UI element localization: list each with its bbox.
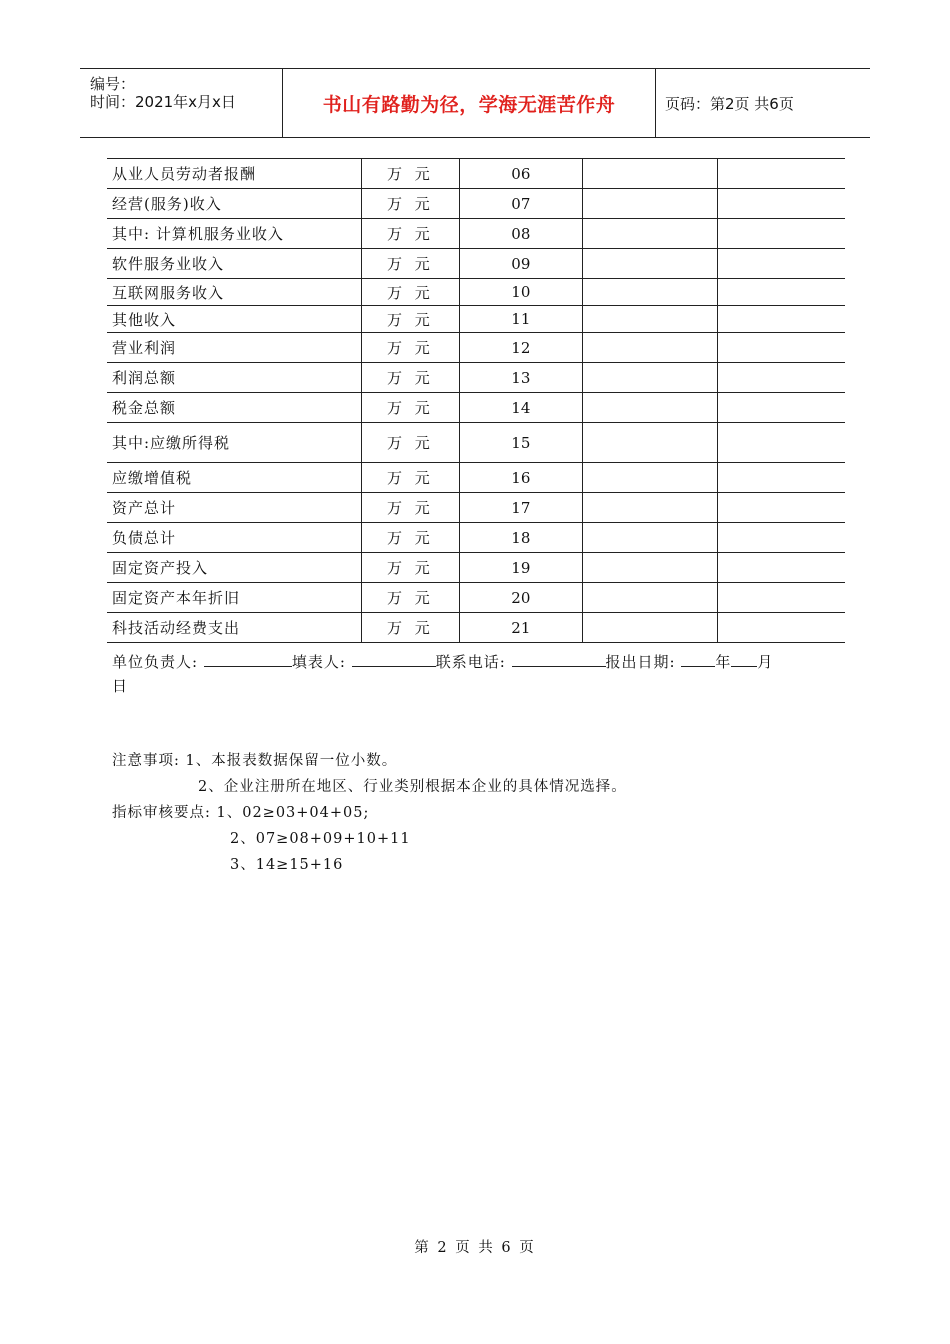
notes-section [112, 748, 627, 878]
table-row [107, 333, 845, 363]
row-code: 21 [460, 613, 582, 643]
page-footer: 第 2 页 共 6 页 [414, 1240, 536, 1256]
row-name: 营业利润 [107, 333, 361, 363]
value-cell[interactable] [582, 159, 717, 189]
table-row [107, 189, 845, 219]
row-code: 12 [460, 333, 582, 363]
row-unit: 万 元 [361, 613, 460, 643]
row-unit: 万 元 [361, 189, 460, 219]
table-row [107, 219, 845, 249]
row-unit: 万 元 [361, 523, 460, 553]
value-cell[interactable] [717, 423, 845, 463]
filler-field[interactable] [352, 652, 436, 667]
table-row [107, 249, 845, 279]
year-label: 年 [715, 653, 732, 671]
row-name: 其中:应缴所得税 [107, 423, 361, 463]
value-cell[interactable] [582, 189, 717, 219]
notes-title: 注意事项: 1、本报表数据保留一位小数。 [112, 753, 398, 769]
table-row [107, 363, 845, 393]
row-name: 应缴增值税 [107, 463, 361, 493]
row-name: 从业人员劳动者报酬 [107, 159, 361, 189]
row-unit: 万 元 [361, 219, 460, 249]
value-cell[interactable] [582, 306, 717, 333]
row-unit: 万 元 [361, 363, 460, 393]
motto: 书山有路勤为径，学海无涯苦作舟 [283, 69, 656, 137]
row-unit: 万 元 [361, 553, 460, 583]
row-unit: 万 元 [361, 463, 460, 493]
row-name: 资产总计 [107, 493, 361, 523]
number-label: 编号： [90, 75, 136, 93]
table-row [107, 306, 845, 333]
phone-field[interactable] [512, 652, 606, 667]
row-name: 负债总计 [107, 523, 361, 553]
row-code: 16 [460, 463, 582, 493]
row-unit: 万 元 [361, 279, 460, 306]
value-cell[interactable] [582, 333, 717, 363]
row-unit: 万 元 [361, 333, 460, 363]
responsible-field[interactable] [204, 652, 292, 667]
table-row [107, 463, 845, 493]
row-name: 固定资产本年折旧 [107, 583, 361, 613]
table-row [107, 553, 845, 583]
value-cell[interactable] [582, 553, 717, 583]
row-name: 税金总额 [107, 393, 361, 423]
value-cell[interactable] [582, 583, 717, 613]
filler-label: 填表人: [291, 653, 346, 671]
row-unit: 万 元 [361, 159, 460, 189]
value-cell[interactable] [582, 279, 717, 306]
phone-label: 联系电话: [435, 653, 506, 671]
row-code: 20 [460, 583, 582, 613]
signature-line [112, 650, 842, 698]
value-cell[interactable] [582, 613, 717, 643]
value-cell[interactable] [717, 393, 845, 423]
value-cell[interactable] [582, 363, 717, 393]
header-info [80, 69, 283, 137]
page-label: 页码：第2页 共6页 [665, 94, 794, 113]
row-name: 其他收入 [107, 306, 361, 333]
row-unit: 万 元 [361, 249, 460, 279]
value-cell[interactable] [582, 423, 717, 463]
row-name: 经营(服务)收入 [107, 189, 361, 219]
row-name: 固定资产投入 [107, 553, 361, 583]
row-code: 07 [460, 189, 582, 219]
check-title: 指标审核要点: 1、02≥03+04+05; [112, 805, 370, 821]
table-row [107, 523, 845, 553]
value-cell[interactable] [717, 523, 845, 553]
value-cell[interactable] [717, 306, 845, 333]
table-row [107, 613, 845, 643]
year-field[interactable] [681, 652, 715, 667]
table-row [107, 493, 845, 523]
value-cell[interactable] [717, 553, 845, 583]
row-unit: 万 元 [361, 423, 460, 463]
value-cell[interactable] [717, 333, 845, 363]
table-row [107, 159, 845, 189]
value-cell[interactable] [582, 493, 717, 523]
row-code: 18 [460, 523, 582, 553]
row-code: 06 [460, 159, 582, 189]
table-row [107, 393, 845, 423]
date-label: 报出日期: [605, 653, 676, 671]
value-cell[interactable] [717, 279, 845, 306]
row-name: 科技活动经费支出 [107, 613, 361, 643]
day-label: 日 [112, 677, 129, 695]
value-cell[interactable] [717, 219, 845, 249]
value-cell[interactable] [717, 159, 845, 189]
value-cell[interactable] [717, 583, 845, 613]
table-row [107, 583, 845, 613]
row-code: 08 [460, 219, 582, 249]
responsible-label: 单位负责人: [112, 653, 199, 671]
value-cell[interactable] [582, 219, 717, 249]
row-code: 19 [460, 553, 582, 583]
value-cell[interactable] [582, 523, 717, 553]
time-label: 时间：2021年x月x日 [90, 93, 236, 111]
row-name: 互联网服务收入 [107, 279, 361, 306]
value-cell[interactable] [717, 463, 845, 493]
row-name: 利润总额 [107, 363, 361, 393]
value-cell[interactable] [582, 463, 717, 493]
row-unit: 万 元 [361, 306, 460, 333]
row-code: 14 [460, 393, 582, 423]
table-row [107, 279, 845, 306]
row-unit: 万 元 [361, 493, 460, 523]
row-code: 17 [460, 493, 582, 523]
row-code: 13 [460, 363, 582, 393]
check-item: 2、07≥08+09+10+11 [230, 831, 411, 847]
value-cell[interactable] [717, 249, 845, 279]
month-label: 月 [757, 653, 774, 671]
value-cell[interactable] [717, 363, 845, 393]
report-table [107, 158, 845, 643]
notes-item: 2、企业注册所在地区、行业类别根据本企业的具体情况选择。 [198, 779, 627, 795]
row-name: 其中: 计算机服务业收入 [107, 219, 361, 249]
row-code: 11 [460, 306, 582, 333]
page-header [80, 68, 870, 138]
row-unit: 万 元 [361, 583, 460, 613]
table-row [107, 423, 845, 463]
value-cell[interactable] [717, 493, 845, 523]
check-item: 3、14≥15+16 [230, 857, 344, 873]
row-code: 15 [460, 423, 582, 463]
value-cell[interactable] [582, 249, 717, 279]
month-field[interactable] [731, 652, 757, 667]
row-code: 10 [460, 279, 582, 306]
value-cell[interactable] [717, 189, 845, 219]
row-name: 软件服务业收入 [107, 249, 361, 279]
row-code: 09 [460, 249, 582, 279]
row-unit: 万 元 [361, 393, 460, 423]
value-cell[interactable] [717, 613, 845, 643]
value-cell[interactable] [582, 393, 717, 423]
